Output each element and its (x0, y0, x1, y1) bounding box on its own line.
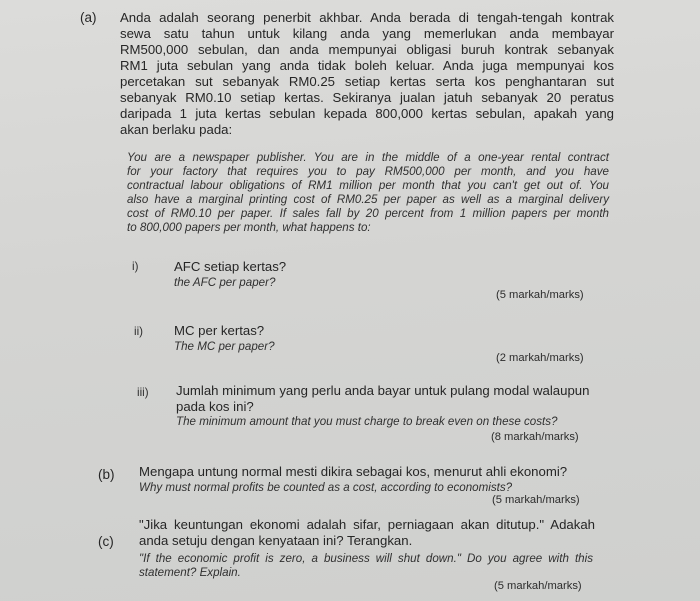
english-line: to 800,000 papers per month, what happens to: (127, 221, 371, 234)
english-line: contractual labour obligations of RM1 million per month that you can't get out of. You (127, 179, 609, 192)
malay-line: sewa satu tahun untuk kilang anda yang memerlukan anda membayar (120, 26, 614, 41)
malay-line: percetakan sut sebanyak RM0.25 setiap kertas serta kos penghantaran sut (120, 74, 614, 89)
subpart-ii-marks: (2 markah/marks) (496, 352, 584, 364)
subpart-ii-numeral: ii) (134, 325, 144, 338)
subpart-ii-malay: MC per kertas? (174, 323, 265, 338)
english-line: cost of RM0.10 per paper. If sales fall by 20 percent from 1 million papers per month (127, 207, 609, 220)
question-c-marks: (5 markah/marks) (494, 580, 582, 592)
subpart-iii-marks: (8 markah/marks) (491, 431, 579, 443)
question-b-malay: Mengapa untung normal mesti dikira sebagai kos, menurut ahli ekonomi? (139, 464, 568, 479)
malay-line: "Jika keuntungan ekonomi adalah sifar, perniagaan akan ditutup." Adakah (139, 517, 595, 532)
question-a-label: (a) (80, 10, 97, 25)
english-line: for your factory that requires you to pay RM500,000 per month, and you have (127, 165, 609, 178)
subpart-iii-malay-line-1: Jumlah minimum yang perlu anda bayar untuk pulang modal walaupun (176, 383, 590, 398)
question-c-malay-text (139, 517, 595, 549)
malay-line: anda setuju dengan kenyataan ini? Terangkan. (139, 533, 413, 548)
subpart-i-english: the AFC per paper? (174, 276, 276, 289)
malay-line: akan berlaku pada: (120, 122, 233, 137)
english-line: You are a newspaper publisher. You are in the middle of a one-year rental contract (127, 151, 609, 164)
question-b-label: (b) (98, 467, 115, 482)
malay-line: sebanyak RM0.10 setiap kertas. Sekiranya jualan jatuh sebanyak 20 peratus (120, 90, 614, 105)
malay-line: Anda adalah seorang penerbit akhbar. Anda berada di tengah-tengah kontrak (120, 10, 614, 25)
subpart-i-malay: AFC setiap kertas? (174, 259, 287, 274)
subpart-iii-english: The minimum amount that you must charge to break even on these costs? (176, 415, 558, 428)
english-line: "If the economic profit is zero, a business will shut down." Do you agree with this (139, 552, 593, 565)
subpart-iii-numeral: iii) (137, 386, 149, 399)
question-b-english: Why must normal profits be counted as a cost, according to economists? (139, 481, 513, 494)
question-a-english-text (127, 151, 609, 235)
malay-line: RM500,000 sebulan, dan anda mempunyai obligasi buruh kontrak sebanyak (120, 42, 614, 57)
english-line: also have a marginal printing cost of RM0.25 per paper as well as a marginal delivery (127, 193, 609, 206)
subpart-ii-english: The MC per paper? (174, 340, 275, 353)
malay-line: RM1 juta sebulan yang anda tidak boleh keluar. Anda juga mempunyai kos (120, 58, 614, 73)
question-c-label: (c) (98, 534, 114, 549)
subpart-i-numeral: i) (132, 260, 139, 273)
malay-line: daripada 1 juta kertas sebulan kepada 800,000 kertas sebulan, apakah yang (120, 106, 614, 121)
subpart-i-marks: (5 markah/marks) (496, 289, 584, 301)
question-b-marks: (5 markah/marks) (492, 494, 580, 506)
subpart-iii-malay-line-2: pada kos ini? (176, 399, 254, 414)
question-a-malay-text (120, 10, 614, 138)
english-line: statement? Explain. (139, 566, 241, 579)
question-c-english-text (139, 552, 593, 580)
